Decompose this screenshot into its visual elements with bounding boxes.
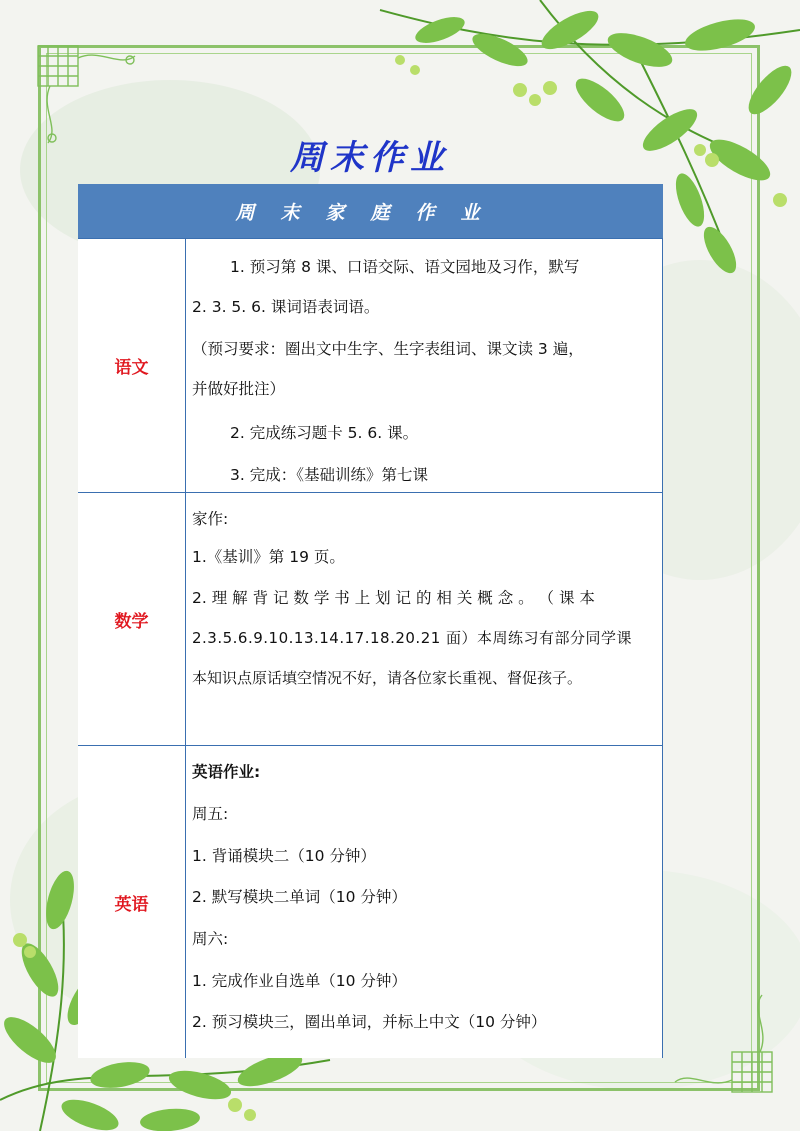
content-line: 英语作业:	[192, 763, 261, 781]
content-line: 本知识点原话填空情况不好，请各位家长重视、督促孩子。	[192, 669, 583, 687]
subject-label-english: 英语	[78, 746, 186, 1058]
content-line: 家作:	[192, 510, 229, 528]
table-row-math	[78, 492, 663, 745]
subject-label-chinese: 语文	[78, 239, 186, 492]
content-line: 2.3.5.6.9.10.13.14.17.18.20.21 面）本周练习有部分同学课	[192, 629, 633, 647]
content-line: （预习要求：圈出文中生字、生字表组词、课文读 3 遍，	[192, 340, 584, 358]
corner-ornament-bottom-right	[670, 990, 780, 1100]
subject-label-math: 数学	[78, 493, 186, 745]
content-line: 3. 完成：《基础训练》第七课	[230, 466, 428, 484]
math-homework-content	[192, 493, 661, 745]
content-line: 1. 预习第 8 课、口语交际、语文园地及习作，默写	[230, 258, 580, 276]
content-line: 并做好批注）	[192, 380, 286, 398]
table-row-english	[78, 745, 663, 1058]
content-line: 周六:	[192, 930, 229, 948]
content-line: 周五:	[192, 805, 229, 823]
content-line: 1. 完成作业自选单（10 分钟）	[192, 972, 407, 990]
content-line: 2. 预习模块三，圈出单词，并标上中文（10 分钟）	[192, 1013, 547, 1031]
content-line: 1.《基训》第 19 页。	[192, 548, 345, 566]
english-homework-content	[192, 746, 661, 1058]
table-row-chinese	[78, 238, 663, 492]
content-line: 2. 理 解 背 记 数 学 书 上 划 记 的 相 关 概 念 。 （ 课 本	[192, 589, 595, 607]
content-line: 2. 完成练习题卡 5. 6. 课。	[230, 424, 419, 442]
content-line: 2. 默写模块二单词（10 分钟）	[192, 888, 407, 906]
homework-table	[78, 184, 663, 1058]
page-title: 周末作业	[290, 138, 450, 178]
table-header: 周末家庭作业	[78, 184, 663, 238]
content-line: 1. 背诵模块二（10 分钟）	[192, 847, 376, 865]
chinese-homework-content	[192, 239, 661, 492]
content-line: 2. 3. 5. 6. 课词语表词语。	[192, 298, 380, 316]
